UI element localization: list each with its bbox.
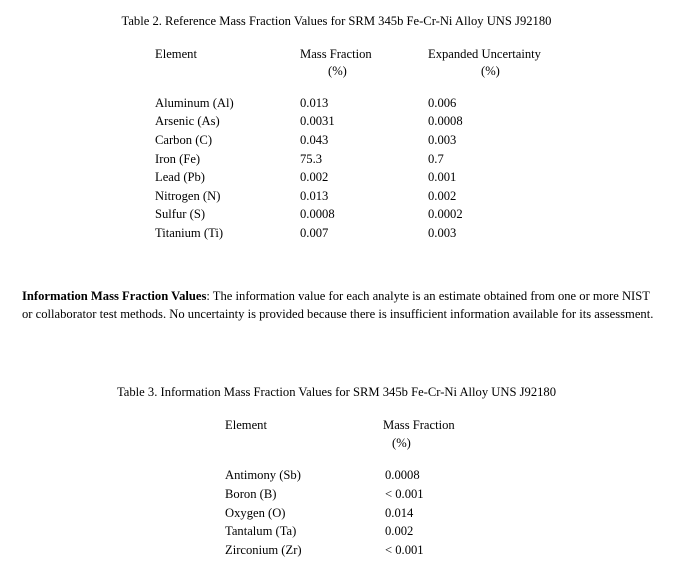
table3-body [225, 466, 525, 559]
table3-header [225, 417, 525, 466]
cell-mass-fraction: 0.014 [385, 505, 414, 520]
table3-header-row [225, 417, 525, 434]
cell-mass-fraction: 0.013 [300, 188, 329, 203]
table-row [155, 205, 575, 224]
table2-header-row [155, 46, 575, 63]
paragraph-body: : The information value for each analyte is an estimate obtained from one or more NIST or collaborator test methods. No uncertainty is provided because there is insufficient information available for its assessment. [22, 289, 654, 321]
table2-body [155, 94, 575, 243]
reference-mass-fraction-table [155, 46, 575, 243]
table3-caption: Table 3. Information Mass Fraction Values for SRM 345b Fe-Cr-Ni Alloy UNS J92180 [116, 385, 557, 399]
table3-header-element-unit [225, 434, 370, 453]
table2-container [155, 46, 575, 243]
cell-mass-fraction: 0.002 [300, 170, 329, 185]
table3-header-mass-fraction: Mass Fraction [383, 418, 455, 432]
table2-header-uncertainty-unit: (%) [481, 63, 500, 78]
table2-header-mass-fraction: Mass Fraction [300, 47, 372, 61]
cell-element: Carbon (C) [155, 132, 213, 147]
cell-element: Arsenic (As) [155, 114, 220, 129]
table2-header-expanded-uncertainty: Expanded Uncertainty [428, 47, 541, 61]
table-row [155, 187, 575, 206]
cell-mass-fraction: 0.0008 [385, 468, 420, 483]
cell-element: Boron (B) [225, 486, 277, 501]
table2-header-element: Element [155, 47, 197, 61]
paragraph-heading: Information Mass Fraction Values [22, 289, 207, 303]
cell-mass-fraction: 0.0031 [300, 114, 335, 129]
table-row [225, 504, 525, 523]
cell-uncertainty: 0.002 [428, 188, 457, 203]
table3-header-mass-fraction-unit: (%) [392, 435, 411, 450]
cell-mass-fraction: 0.013 [300, 95, 329, 110]
table2-header-mass-fraction-unit: (%) [328, 63, 347, 78]
cell-mass-fraction: < 0.001 [385, 486, 424, 501]
cell-element: Titanium (Ti) [155, 226, 224, 241]
table2-header [155, 46, 575, 94]
cell-mass-fraction: 0.002 [385, 524, 414, 539]
cell-mass-fraction: 0.0008 [300, 207, 335, 222]
table2-caption: Table 2. Reference Mass Fraction Values for SRM 345b Fe-Cr-Ni Alloy UNS J92180 [121, 14, 552, 28]
table-row [225, 541, 525, 560]
table-row [225, 485, 525, 504]
cell-mass-fraction: < 0.001 [385, 542, 424, 557]
cell-uncertainty: 0.0008 [428, 114, 463, 129]
information-mass-fraction-table [225, 417, 525, 559]
table2-header-element-unit [155, 63, 300, 80]
cell-element: Tantalum (Ta) [225, 524, 297, 539]
information-values-paragraph [22, 288, 656, 324]
cell-element: Antimony (Sb) [225, 468, 301, 483]
table3-container [225, 417, 525, 559]
table-row [155, 94, 575, 113]
table2-header-spacer [155, 80, 575, 94]
table3-header-spacer [225, 452, 525, 466]
cell-uncertainty: 0.003 [428, 132, 457, 147]
cell-mass-fraction: 75.3 [300, 151, 323, 166]
cell-element: Oxygen (O) [225, 505, 286, 520]
cell-element: Nitrogen (N) [155, 188, 221, 203]
cell-mass-fraction: 0.043 [300, 132, 329, 147]
cell-element: Sulfur (S) [155, 207, 206, 222]
cell-uncertainty: 0.7 [428, 151, 444, 166]
table-row [155, 224, 575, 243]
cell-element: Lead (Pb) [155, 170, 206, 185]
cell-element: Iron (Fe) [155, 151, 201, 166]
table3-header-units-row [225, 434, 525, 453]
table-row [225, 522, 525, 541]
cell-uncertainty: 0.0002 [428, 207, 463, 222]
table-row [155, 131, 575, 150]
table-row [155, 150, 575, 169]
table-row [155, 168, 575, 187]
table3-header-element: Element [225, 418, 267, 432]
table-row [155, 112, 575, 131]
cell-element: Zirconium (Zr) [225, 542, 302, 557]
cell-element: Aluminum (Al) [155, 95, 234, 110]
cell-uncertainty: 0.003 [428, 226, 457, 241]
cell-uncertainty: 0.001 [428, 170, 457, 185]
table2-header-units-row [155, 63, 575, 80]
table-row [225, 466, 525, 485]
cell-uncertainty: 0.006 [428, 95, 457, 110]
cell-mass-fraction: 0.007 [300, 226, 329, 241]
